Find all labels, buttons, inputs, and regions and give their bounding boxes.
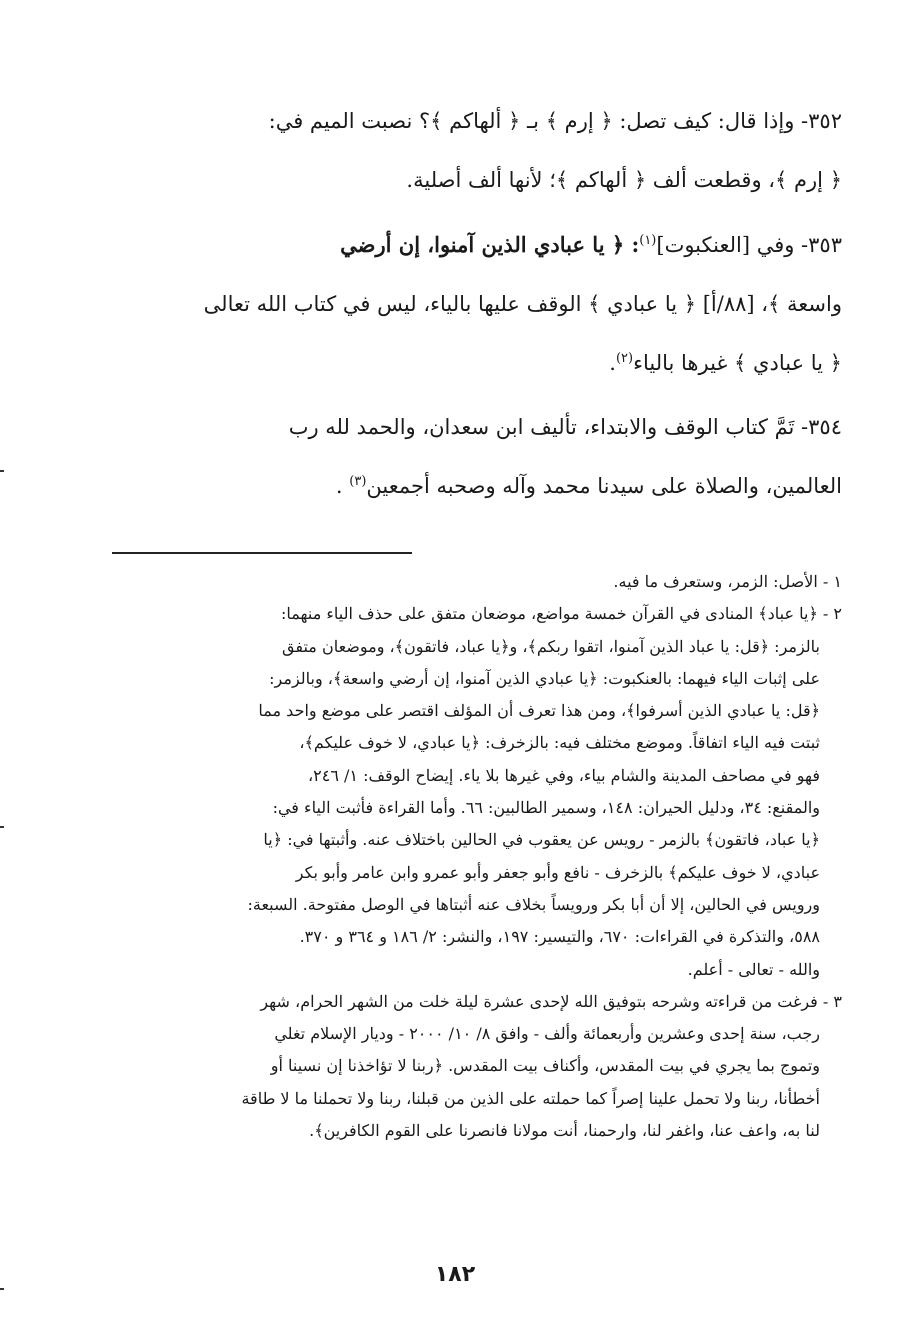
footnote-3 — [112, 986, 842, 1147]
paragraph-354: ٣٥٤- تَمَّ كتاب الوقف والابتداء، تأليف ابن سعدان، والحمد لله رب العالمين، والصلاة على سيدنا محمد وآله وصحبه أجمعين$^{(٣)}$ . — [288, 415, 842, 498]
footnote-line: ٣ - فرغت من قراءته وشرحه بتوفيق الله لإحدى عشرة ليلة خلت من الشهر الحرام، شهر — [260, 991, 842, 1011]
margin-tick — [0, 826, 4, 828]
footnote-body — [112, 1018, 842, 1147]
footnote-line: ثبتت فيه الياء اتفاقاً. وموضع مختلف فيه: بالزخرف: ﴿يا عبادي، لا خوف عليكم﴾، — [299, 733, 820, 753]
footnote-line: ﴿قل: يا عبادي الذين أسرفوا﴾، ومن هذا تعرف أن المؤلف اقتصر على موضع واحد مما — [258, 701, 820, 721]
footnote-line: والمقنع: ٣٤، ودليل الحيران: ١٤٨، وسمير الطالبين: ٦٦. وأما القراءة فأثبت الياء في: — [272, 798, 820, 818]
footnotes — [112, 566, 842, 1147]
line: ٣٥٤- تَمَّ كتاب الوقف والابتداء، تأليف ابن سعدان، والحمد لله رب — [288, 415, 842, 439]
line: : ﴿ يا عبادي الذين آمنوا، إن أرضي — [340, 232, 640, 257]
line: واسعة ﴾، [٨٨/أ] ﴿ يا عبادي ﴾ الوقف عليها بالياء، ليس في كتاب الله تعالى — [203, 292, 842, 316]
footnote-line: بالزمر: ﴿قل: يا عباد الذين آمنوا، اتقوا ربكم﴾، و﴿يا عباد، فاتقون﴾، وموضعان متفق — [282, 636, 820, 656]
footnote-body — [112, 631, 842, 986]
margin-tick — [0, 1288, 4, 1290]
page-content — [112, 92, 842, 1147]
footnote-line: فهو في مصاحف المدينة والشام بياء، وفي غيرها بلا ياء. إيضاح الوقف: ١/ ٢٤٦، — [307, 765, 820, 785]
footnote-line: وتموج بما يجري في بيت المقدس، وأكناف بيت المقدس. ﴿ربنا لا تؤاخذنا إن نسينا أو — [270, 1056, 820, 1076]
main-text — [112, 92, 842, 516]
footnote-ref: (٣) — [349, 474, 367, 489]
line: ٣٥٣- وفي [العنكبوت] — [656, 233, 842, 257]
footnote-line: ٥٨٨، والتذكرة في القراءات: ٦٧٠، والتيسير: ١٩٧، والنشر: ٢/ ١٨٦ و ٣٦٤ و ٣٧٠. — [299, 927, 820, 947]
paragraph-352 — [112, 92, 842, 210]
footnote-2 — [112, 598, 842, 986]
footnote-divider-wrap — [112, 552, 842, 554]
footnote-1: ١ - الأصل: الزمر، وستعرف ما فيه. — [613, 572, 842, 591]
footnote-line: عبادي، لا خوف عليكم﴾ بالزخرف - نافع وأبو جعفر وأبو عمرو وابن عامر وأبو بكر — [295, 862, 820, 882]
footnote-line: رجب، سنة إحدى وعشرين وأربعمائة وألف - وافق ٨/ ١٠/ ٢٠٠٠ - وديار الإسلام تغلي — [274, 1024, 820, 1044]
line: ﴿ إرم ﴾، وقطعت ألف ﴿ ألهاكم ﴾؛ لأنها ألف أصلية. — [406, 168, 842, 192]
page-number: ١٨٢ — [434, 1262, 476, 1287]
margin-tick — [0, 470, 4, 472]
line: ٣٥٢- وإذا قال: كيف تصل: ﴿ إرم ﴾ بـ ﴿ ألهاكم ﴾؟ نصبت الميم في: — [268, 109, 842, 133]
footnote-line: ﴿يا عباد، فاتقون﴾ بالزمر - رويس عن يعقوب في الحالين باختلاف عنه. وأثبتها في: ﴿يا — [263, 830, 820, 850]
line: العالمين، والصلاة على سيدنا محمد وآله وصحبه أجمعين — [366, 474, 842, 498]
footnote-ref: (١) — [639, 233, 657, 248]
footnote-line: والله - تعالى - أعلم. — [687, 959, 820, 979]
footnote-line: أخطأنا، ربنا ولا تحمل علينا إصراً كما حملته على الذين من قبلنا، ربنا ولا تحملنا ما لا طاقة — [241, 1088, 820, 1108]
footnote-line: على إثبات الياء فيهما: بالعنكبوت: ﴿يا عبادي الذين آمنوا، إن أرضي واسعة﴾، وبالزمر: — [269, 668, 820, 688]
line: ﴿ يا عبادي ﴾ غيرها بالياء — [633, 351, 842, 375]
footnote-line: لنا به، واعف عنا، واغفر لنا، وارحمنا، أنت مولانا فانصرنا على القوم الكافرين﴾. — [309, 1121, 820, 1141]
footnote-line: ورويس في الحالين، إلا أن أبا بكر ورويساً بخلاف عنه أثبتاها في الوصل مفتوحة. السبعة: — [247, 894, 820, 914]
paragraph-353: ٣٥٣- وفي [العنكبوت]$^{(١)}$: ﴿ يا عبادي الذين آمنوا، إن أرضي واسعة ﴾، [٨٨/أ] ﴿ يا عبادي ﴾ الوقف عليها بالياء، ليس في كتاب الله تعالى ﴿ يا عبادي ﴾ غيرها بالياء$^{(٢)}$. — [203, 232, 842, 375]
footnote-divider — [112, 552, 412, 554]
footnote-line: ٢ - ﴿يا عباد﴾ المنادى في القرآن خمسة مواضع، موضعان متفق على حذف الياء منهما: — [280, 604, 842, 624]
footnote-ref: (٢) — [615, 351, 634, 366]
